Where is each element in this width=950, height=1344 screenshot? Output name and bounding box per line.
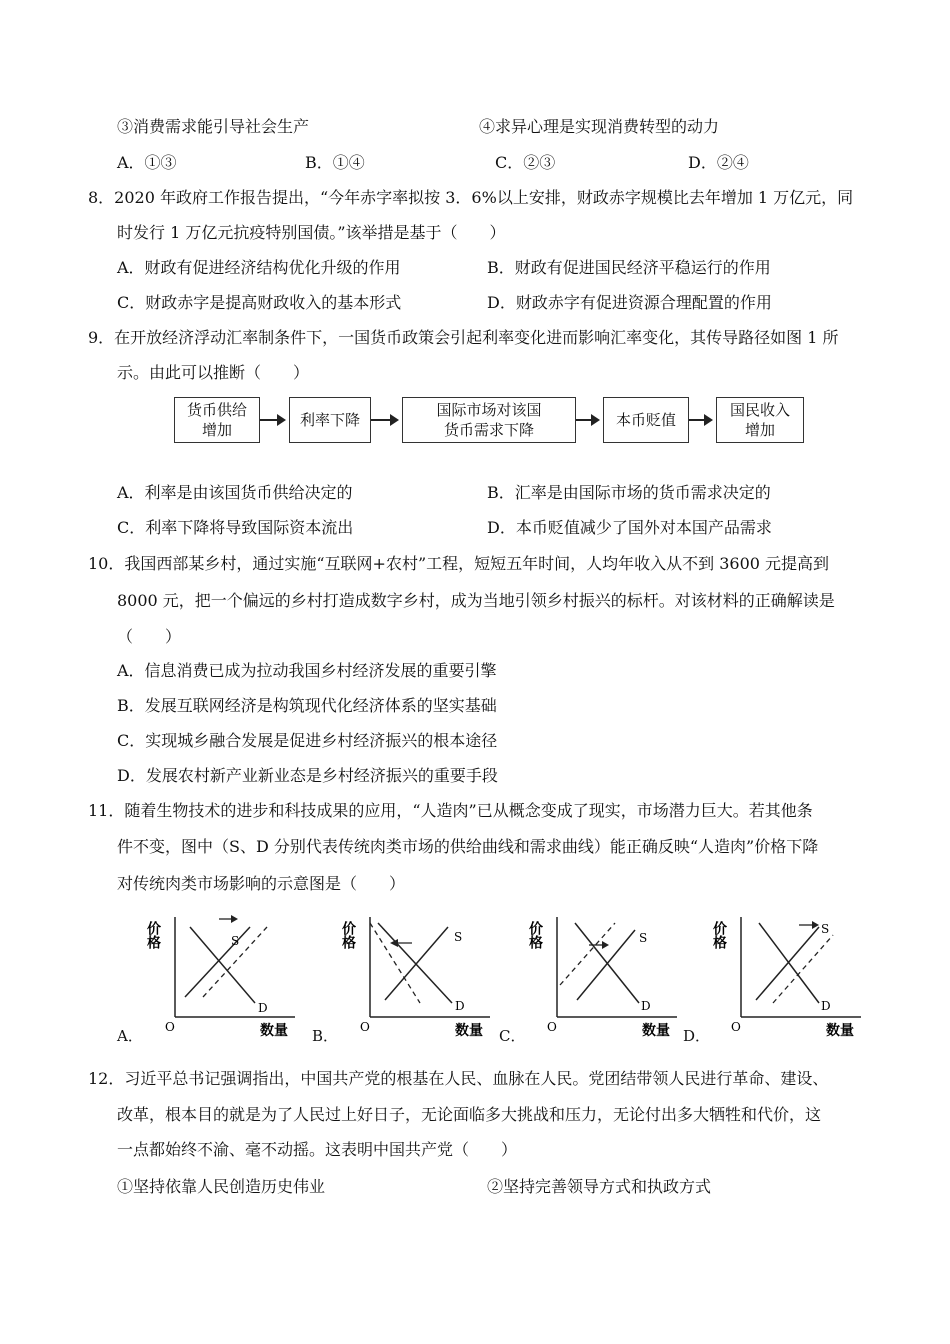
flow-arrow [689, 419, 711, 421]
q12-stem-line3: 一点都始终不渝、毫不动摇。这表明中国共产党（ ） [117, 1140, 518, 1159]
flow-box-text: 货币供给 [186, 401, 247, 419]
q10-option-a[interactable]: A．信息消费已成为拉动我国乡村经济发展的重要引擎 [117, 661, 497, 680]
graph-b-label[interactable]: B． [312, 1027, 339, 1045]
graph-c-label[interactable]: C． [499, 1027, 526, 1045]
flow-box-interest-rate [289, 397, 371, 443]
q10-stem-line3: （ ） [117, 627, 182, 646]
q8-stem-line1: 8．2020 年政府工作报告提出，“今年赤字率拟按 3．6%以上安排，财政赤字规模比去年增加 1 万亿元，同 [88, 188, 854, 207]
q9-option-c[interactable]: C．利率下降将导致国际资本流出 [117, 518, 354, 537]
graph-a [145, 905, 305, 1045]
flow-box-depreciation [603, 397, 689, 443]
q12-statement-2: ②坚持完善领导方式和执政方式 [487, 1177, 712, 1196]
q7-option-c[interactable]: C．②③ [495, 153, 556, 172]
supply-label: S [639, 931, 648, 945]
graph-d [711, 905, 871, 1045]
q10-option-c[interactable]: C．实现城乡融合发展是促进乡村经济振兴的根本途径 [117, 731, 498, 750]
supply-label: S [231, 934, 240, 948]
origin-label: O [360, 1020, 370, 1034]
origin-label: O [547, 1020, 557, 1034]
q12-stem-line1: 12．习近平总书记强调指出，中国共产党的根基在人民、血脉在人民。党团结带领人民进行革命、建设、 [88, 1069, 829, 1088]
axis-label-quantity: 数量 [455, 1023, 483, 1039]
q8-option-b[interactable]: B．财政有促进国民经济平稳运行的作用 [487, 258, 771, 277]
q7-option-b[interactable]: B．①④ [305, 153, 365, 172]
flow-box-national-income [716, 397, 804, 443]
flow-box-text: 增加 [744, 421, 775, 439]
q7-option-d[interactable]: D．②④ [688, 153, 749, 172]
q8-option-d[interactable]: D．财政赤字有促进资源合理配置的作用 [487, 293, 772, 312]
flow-box-text: 增加 [201, 421, 232, 439]
flow-box-demand [402, 397, 576, 443]
axis-label-price: 价格 [145, 921, 161, 949]
q7-statement-4: ④求异心理是实现消费转型的动力 [479, 117, 720, 136]
supply-label: S [454, 930, 463, 944]
q7-statement-3: ③消费需求能引导社会生产 [117, 117, 310, 136]
demand-label: D [821, 999, 831, 1013]
q9-option-b[interactable]: B．汇率是由国际市场的货币需求决定的 [487, 483, 771, 502]
flow-arrow [260, 419, 284, 421]
q10-option-d[interactable]: D．发展农村新产业新业态是乡村经济振兴的重要手段 [117, 766, 498, 785]
q11-stem-line3: 对传统肉类市场影响的示意图是（ ） [117, 874, 406, 893]
q12-stem-line2: 改革，根本目的就是为了人民过上好日子，无论面临多大挑战和压力，无论付出多大牺牲和代价，这 [117, 1105, 822, 1124]
flow-box-text: 国民收入 [729, 401, 790, 419]
q9-option-a[interactable]: A．利率是由该国货币供给决定的 [117, 483, 353, 502]
q8-option-a[interactable]: A．财政有促进经济结构优化升级的作用 [117, 258, 401, 277]
graph-b [340, 905, 500, 1045]
graph-c [527, 905, 687, 1045]
q11-stem-line2: 件不变，图中（S、D 分别代表传统肉类市场的供给曲线和需求曲线）能正确反映“人造肉”价格下降 [117, 837, 819, 856]
demand-label: D [455, 999, 465, 1013]
flow-box-text: 利率下降 [299, 411, 360, 429]
axis-label-quantity: 数量 [642, 1023, 670, 1039]
flow-arrow [576, 419, 598, 421]
q9-stem-line2: 示。由此可以推断（ ） [117, 363, 310, 382]
axis-label-price: 价格 [711, 921, 727, 949]
q9-option-d[interactable]: D．本币贬值减少了国外对本国产品需求 [487, 518, 772, 537]
flow-box-text: 本币贬值 [615, 411, 676, 429]
graph-a-label[interactable]: A． [117, 1027, 143, 1045]
origin-label: O [165, 1020, 175, 1034]
q12-statement-1: ①坚持依靠人民创造历史伟业 [117, 1177, 326, 1196]
q10-option-b[interactable]: B．发展互联网经济是构筑现代化经济体系的坚实基础 [117, 696, 497, 715]
flow-box-text: 国际市场对该国 [436, 401, 542, 419]
demand-label: D [258, 1001, 268, 1015]
axis-label-quantity: 数量 [826, 1023, 854, 1039]
q11-stem-line1: 11．随着生物技术的进步和科技成果的应用，“人造肉”已从概念变成了现实，市场潜力巨大。若其他条 [88, 801, 813, 820]
flow-box-text: 货币需求下降 [443, 421, 534, 439]
flow-arrow [371, 419, 397, 421]
q8-stem-line2: 时发行 1 万亿元抗疫特别国债。”该举措是基于（ ） [117, 223, 506, 242]
axis-label-quantity: 数量 [260, 1023, 288, 1039]
q9-stem-line1: 9．在开放经济浮动汇率制条件下，一国货币政策会引起利率变化进而影响汇率变化，其传导路径如图 1 所 [88, 328, 839, 347]
axis-label-price: 价格 [527, 921, 543, 949]
graph-d-label[interactable]: D． [683, 1027, 711, 1045]
q8-option-c[interactable]: C．财政赤字是提高财政收入的基本形式 [117, 293, 402, 312]
supply-label: S [821, 922, 830, 936]
flow-box-money-supply [174, 397, 260, 443]
q10-stem-line2: 8000 元，把一个偏远的乡村打造成数字乡村，成为当地引领乡村振兴的标杆。对该材料的正确解读是 [117, 591, 835, 610]
q7-option-a[interactable]: A．①③ [117, 153, 177, 172]
axis-label-price: 价格 [340, 921, 356, 949]
demand-label: D [641, 999, 651, 1013]
origin-label: O [731, 1020, 741, 1034]
q10-stem-line1: 10．我国西部某乡村，通过实施“互联网+农村”工程，短短五年时间，人均年收入从不到 3600 元提高到 [88, 554, 830, 573]
